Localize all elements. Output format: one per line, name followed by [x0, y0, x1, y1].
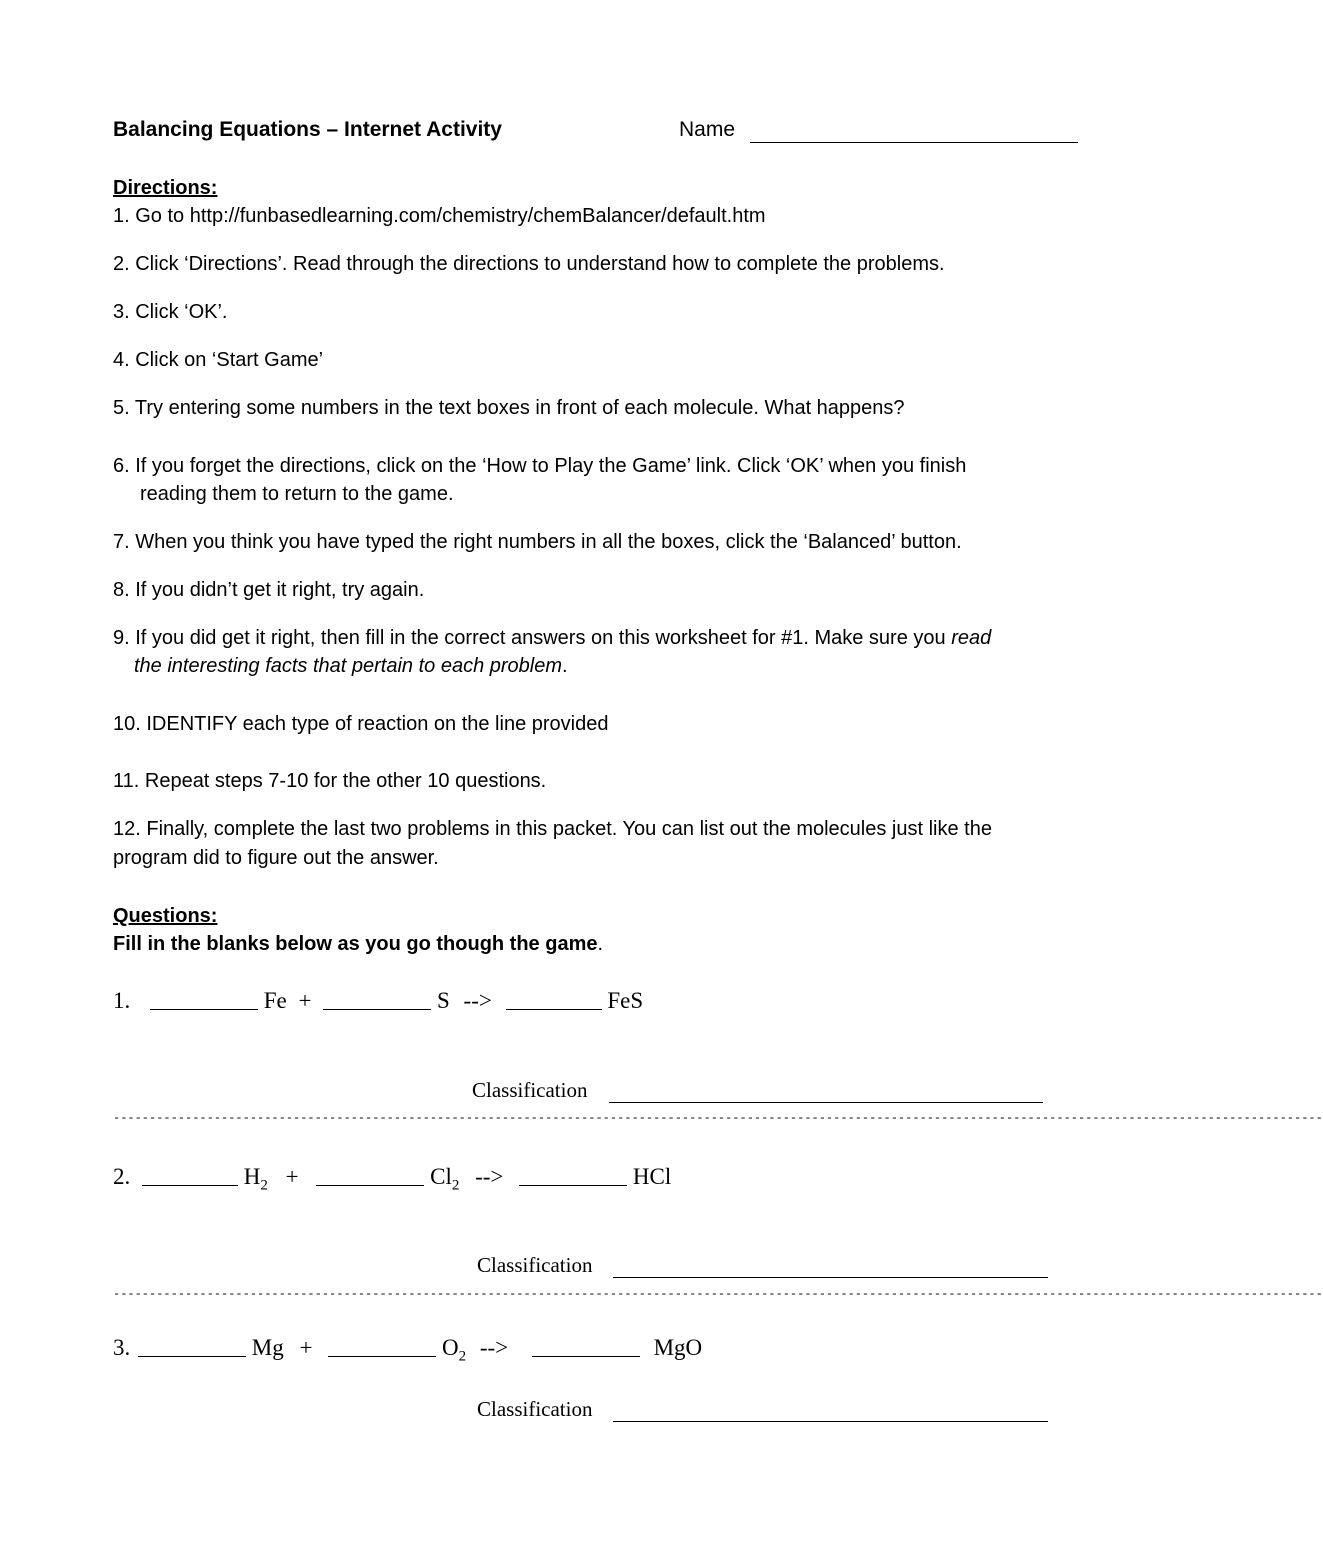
direction-step-4: 4. Click on ‘Start Game’ [113, 349, 324, 371]
question-2-term-2 [430, 1164, 460, 1194]
question-3-term-3: MgO [653, 1335, 703, 1360]
question-1-classification-blank[interactable] [609, 1102, 1043, 1103]
name-label: Name [679, 118, 736, 141]
directions-heading: Directions: [113, 177, 218, 199]
question-2-term-1-symbol: H [243, 1164, 261, 1189]
direction-step-9-read: read [951, 627, 992, 649]
question-1-arrow: --> [463, 988, 492, 1013]
question-2-term-1-subscript: 2 [260, 1177, 268, 1194]
direction-step-12: 12. Finally, complete the last two problems in this packet. You can list out the molecules just like the [113, 818, 992, 840]
question-3-plus: + [299, 1335, 313, 1360]
direction-step-1: 1. Go to http://funbasedlearning.com/chemistry/chemBalancer/default.htm [113, 205, 766, 227]
question-2-plus: + [285, 1164, 299, 1189]
question-3-classification-label: Classification [477, 1397, 593, 1421]
direction-step-5: 5. Try entering some numbers in the text boxes in front of each molecule. What happens? [113, 397, 905, 419]
worksheet-title: Balancing Equations – Internet Activity [113, 118, 502, 141]
question-1-term-3: FeS [607, 988, 644, 1013]
question-3-term-2-symbol: O [441, 1335, 459, 1360]
questions-instruction [113, 933, 603, 956]
questions-instruction-period: . [597, 933, 604, 955]
direction-step-2: 2. Click ‘Directions’. Read through the directions to understand how to complete the problems. [113, 253, 945, 275]
direction-step-9 [113, 627, 991, 650]
question-1-plus: + [298, 988, 312, 1013]
question-2-term-2-subscript: 2 [451, 1177, 460, 1194]
direction-step-6-cont: reading them to return to the game. [140, 483, 454, 505]
question-2-term-2-symbol: Cl [430, 1164, 452, 1189]
question-2-coef-1-blank[interactable] [142, 1165, 238, 1186]
question-3-term-2 [441, 1335, 467, 1365]
question-3-number: 3. [113, 1335, 131, 1360]
question-2-coef-2-blank[interactable] [316, 1165, 424, 1186]
direction-step-9-period: . [562, 655, 568, 677]
question-1-term-1: Fe [263, 988, 287, 1013]
direction-step-8: 8. If you didn’t get it right, try again. [113, 579, 425, 601]
question-3-coef-2-blank[interactable] [328, 1336, 436, 1357]
question-3-term-1: Mg [251, 1335, 284, 1360]
question-2-classification-label: Classification [477, 1253, 593, 1277]
divider-1: ------------------------------------------------------------------------------------------------------------------------------------------------------------------------ [113, 1111, 1323, 1125]
question-2-equation [113, 1164, 671, 1195]
divider-2: ------------------------------------------------------------------------------------------------------------------------------------------------------------------------ [113, 1287, 1323, 1301]
question-2-coef-3-blank[interactable] [519, 1165, 627, 1186]
name-blank-line[interactable] [750, 142, 1078, 143]
direction-step-12-cont: program did to figure out the answer. [113, 847, 439, 869]
question-1-number: 1. [113, 988, 131, 1013]
question-2-term-3: HCl [632, 1164, 672, 1189]
question-1-classification-label: Classification [472, 1078, 588, 1102]
direction-step-7: 7. When you think you have typed the right numbers in all the boxes, click the ‘Balanced’ button. [113, 531, 962, 553]
question-3-arrow: --> [479, 1335, 509, 1360]
direction-step-9-cont [134, 655, 568, 678]
questions-heading: Questions: [113, 905, 218, 927]
direction-step-9-emphasis: the interesting facts that pertain to each problem [134, 655, 563, 677]
direction-step-9-text: 9. If you did get it right, then fill in the correct answers on this worksheet for #1. Make sure you [113, 627, 946, 649]
question-1-coef-3-blank[interactable] [506, 989, 602, 1010]
question-1-term-2: S [436, 988, 450, 1013]
question-1-coef-2-blank[interactable] [323, 989, 431, 1010]
question-2-term-1 [243, 1164, 268, 1194]
question-2-number: 2. [113, 1164, 131, 1189]
direction-step-10: 10. IDENTIFY each type of reaction on the line provided [113, 713, 609, 735]
question-3-coef-1-blank[interactable] [138, 1336, 246, 1357]
question-3-classification-blank[interactable] [613, 1421, 1048, 1422]
direction-step-11: 11. Repeat steps 7-10 for the other 10 questions. [113, 770, 547, 792]
question-3-equation [113, 1335, 702, 1366]
direction-step-3: 3. Click ‘OK’. [113, 301, 228, 323]
question-2-classification-blank[interactable] [613, 1277, 1048, 1278]
direction-step-6: 6. If you forget the directions, click on the ‘How to Play the Game’ link. Click ‘OK’ when you finish [113, 455, 967, 477]
question-1-equation [113, 988, 643, 1014]
question-2-arrow: --> [475, 1164, 504, 1189]
question-3-coef-3-blank[interactable] [532, 1336, 640, 1357]
question-1-coef-1-blank[interactable] [150, 989, 258, 1010]
question-3-term-2-subscript: 2 [458, 1348, 467, 1365]
questions-instruction-text: Fill in the blanks below as you go though the game [113, 933, 598, 955]
